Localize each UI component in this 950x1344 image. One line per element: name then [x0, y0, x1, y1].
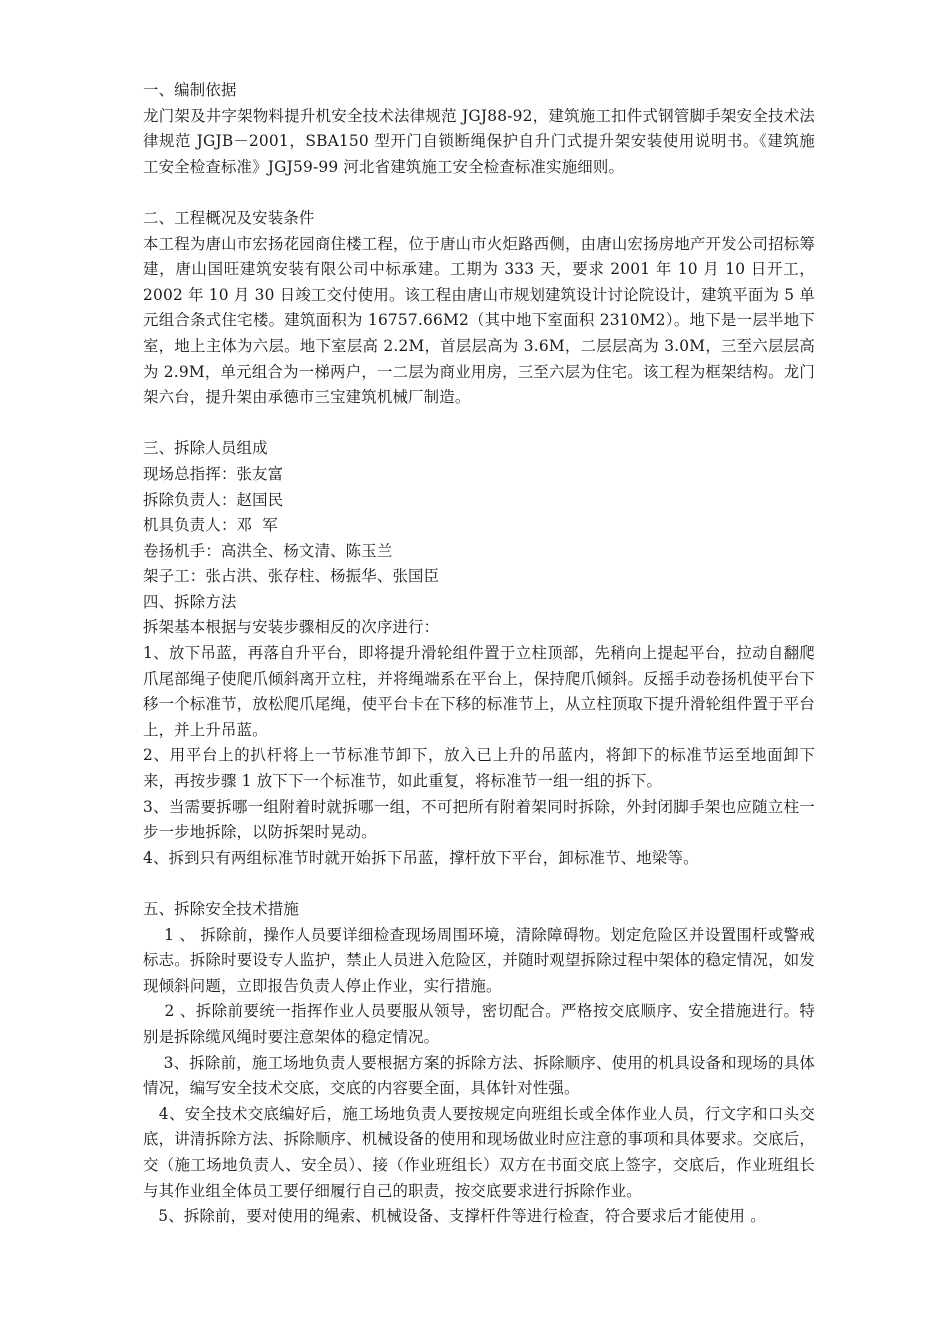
paragraph: 本工程为唐山市宏扬花园商住楼工程，位于唐山市火炬路西侧，由唐山宏扬房地产开发公司招标筹建，唐山国旺建筑安装有限公司中标承建。工期为 333 天，要求 2001 年 10 月 10 日开工，2002 年 10 月 30 日竣工交付使用。该工程由唐山市规划建筑设计讨论院设计，建筑平面为 5 单元组合条式住宅楼。建筑面积为 16757.66M2（其中地下室面积 2310M2）。地下是一层半地下室，地上主体为六层。地下室层高 2.2M，首层层高为 3.6M，二层层高为 3.0M，三至六层层高为 2.9M，单元组合为一梯两户，一二层为商业用房，三至六层为住宅。该工程为框架结构。龙门架六台，提升架由承德市三宝建筑机械厂制造。 [143, 234, 815, 407]
paragraph: 3、拆除前，施工场地负责人要根据方案的拆除方法、拆除顺序、使用的机具设备和现场的具体情况，编写安全技术交底，交底的内容要全面，具体针对性强。 [143, 1053, 815, 1098]
personnel-line: 拆除负责人：赵国民 [143, 490, 284, 509]
personnel-line: 机具负责人：邓 军 [143, 516, 278, 535]
document-body [143, 78, 815, 1230]
paragraph: 2 、拆除前要统一指挥作业人员要服从领导，密切配合。严格按交底顺序、安全措施进行。特别是拆除缆风绳时要注意架体的稳定情况。 [143, 1002, 815, 1046]
personnel-line: 现场总指挥：张友富 [143, 464, 284, 483]
section-heading: 一、编制依据 [143, 81, 237, 99]
section-heading: 五、拆除安全技术措施 [143, 900, 299, 918]
section-heading: 二、工程概况及安装条件 [143, 208, 315, 227]
personnel-line: 卷扬机手：高洪全、杨文清、陈玉兰 [143, 541, 393, 560]
paragraph: 5、拆除前，要对使用的绳索、机械设备、支撑杆件等进行检查，符合要求后才能使用 。 [143, 1207, 766, 1226]
paragraph: 4、安全技术交底编好后，施工场地负责人要按规定向班组长或全体作业人员，行文字和口头交底，讲清拆除方法、拆除顺序、机械设备的使用和现场做业时应注意的事项和具体要求。交底后，交（施工场地负责人、安全员）、接（作业班组长）双方在书面交底上签字，交底后，作业班组长与其作业组全体员工要仔细履行自己的职责，按交底要求进行拆除作业。 [143, 1104, 815, 1200]
paragraph: 龙门架及井字架物料提升机安全技术法律规范 JGJ88-92，建筑施工扣件式钢管脚手架安全技术法律规范 JGJB－2001，SBA150 型开门自锁断绳保护自升门式提升架安装使用说明书。《建筑施工安全检查标准》JGJ59-99 河北省建筑施工安全检查标准实施细则。 [143, 106, 815, 176]
paragraph: 拆架基本根据与安装步骤相反的次序进行： [143, 618, 440, 637]
personnel-line: 架子工：张占洪、张存柱、杨振华、张国臣 [143, 567, 440, 586]
spacer [143, 411, 815, 437]
spacer [143, 180, 815, 206]
paragraph: 1 、 拆除前，操作人员要详细检查现场周围环境，清除障碍物。划定危险区并设置围杆或警戒标志。拆除时要设专人监护，禁止人员进入危险区，并随时观望拆除过程中架体的稳定情况，如发现倾斜问题，立即报告负责人停止作业，实行措施。 [143, 925, 815, 995]
paragraph: 1、放下吊蓝，再落自升平台，即将提升滑轮组件置于立柱顶部，先稍向上提起平台，拉动自翻爬爪尾部绳子使爬爪倾斜离开立柱，并将绳端系在平台上，保持爬爪倾斜。反摇手动卷扬机使平台下移一个标准节，放松爬爪尾绳，使平台卡在下移的标准节上，从立柱顶取下提升滑轮组件置于平台上，并上升吊蓝。 [143, 644, 815, 739]
section-heading: 三、拆除人员组成 [143, 439, 268, 458]
paragraph: 3、当需要拆哪一组附着时就拆哪一组，不可把所有附着架同时拆除，外封闭脚手架也应随立柱一步一步地拆除，以防拆架时晃动。 [143, 797, 815, 842]
paragraph: 2、用平台上的扒杆将上一节标准节卸下，放入已上升的吊蓝内，将卸下的标准节运至地面卸下来，再按步骤 1 放下下一个标准节，如此重复，将标准节一组一组的拆下。 [143, 746, 815, 791]
section-heading: 四、拆除方法 [143, 592, 237, 611]
spacer [143, 871, 815, 897]
paragraph: 4、拆到只有两组标准节时就开始拆下吊蓝，撑杆放下平台，卸标准节、地梁等。 [143, 848, 699, 867]
